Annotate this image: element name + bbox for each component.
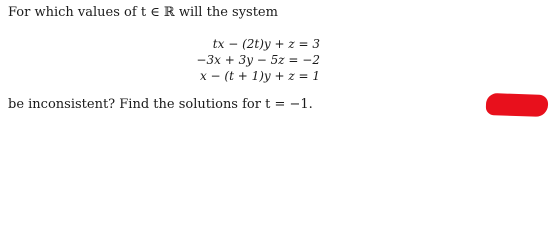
equation-system [170, 36, 320, 84]
redaction-mark [486, 93, 549, 117]
equation-2: −3x + 3y − 5z = −2 [196, 53, 320, 67]
equation-3: x − (t + 1)y + z = 1 [199, 69, 320, 83]
question-intro: For which values of t ∈ ℝ will the system [8, 5, 278, 20]
equation-1: tx − (2t)y + z = 3 [212, 37, 320, 51]
question-outro: be inconsistent? Find the solutions for t = −1. [8, 97, 313, 112]
